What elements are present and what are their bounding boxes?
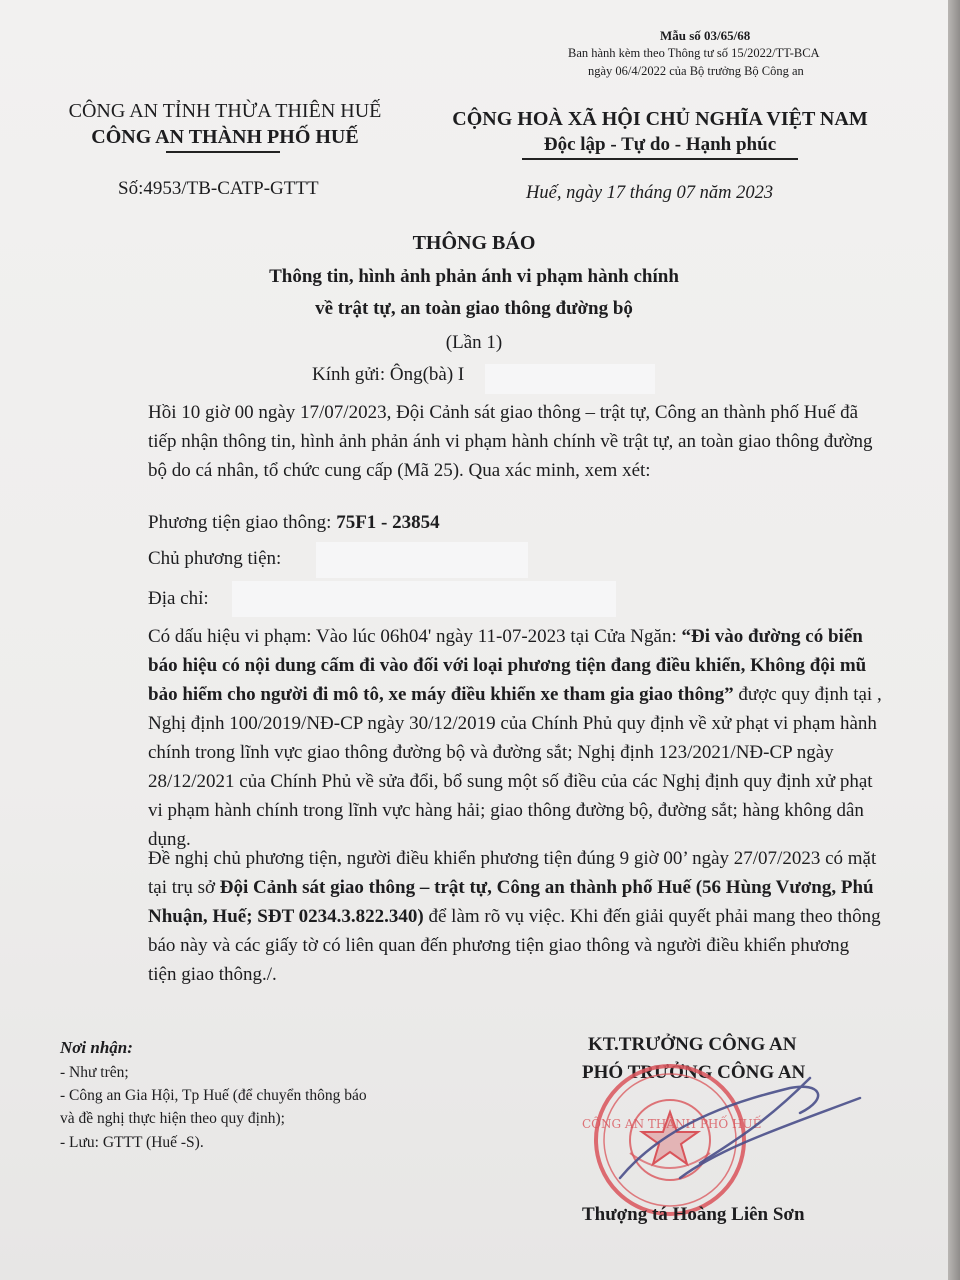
motto-underline: [522, 158, 798, 160]
recipient-label: Kính gửi: Ông(bà) I: [312, 364, 465, 385]
signature-title-1: KT.TRƯỞNG CÔNG AN: [588, 1034, 797, 1055]
recipient-item-2-cont: và đề nghị thực hiện theo quy định);: [60, 1110, 285, 1127]
vehicle-plate: 75F1 - 23854: [336, 512, 440, 533]
vehicle-label: Phương tiện giao thông:: [148, 512, 337, 533]
address-label: Địa chỉ:: [148, 588, 209, 609]
page-edge-shadow: [948, 0, 960, 1280]
request-prefix: Đề nghị chủ phương tiện, người điều khiển phương tiện đúng 9 giờ 00’ ngày 27/07/2023 có mặt tại trụ sở: [148, 848, 877, 898]
violation-prefix: Có dấu hiệu vi phạm: Vào lúc 06h04' ngày 11-07-2023 tại Cửa Ngăn:: [148, 626, 682, 647]
recipients-label: Nơi nhận:: [60, 1038, 133, 1057]
redacted-owner: [316, 542, 528, 578]
agency-underline: [166, 151, 280, 153]
intro-paragraph: [82, 398, 882, 485]
request-text: [82, 844, 882, 989]
document-date: Huế, ngày 17 tháng 07 năm 2023: [526, 183, 774, 203]
signature-title-2: PHÓ TRƯỞNG CÔNG AN: [582, 1062, 806, 1083]
recipient-item-3: - Lưu: GTTT (Huế -S).: [60, 1134, 204, 1151]
republic-motto: Độc lập - Tự do - Hạnh phúc: [543, 134, 777, 155]
signer-name: Thượng tá Hoàng Liên Sơn: [582, 1204, 805, 1225]
attempt-number: (Lần 1): [445, 332, 503, 353]
violation-legal-basis: được quy định tại , Nghị định 100/2019/NĐ-CP ngày 30/12/2019 của Chính Phủ quy định về xử phạt vi phạm hành chính trong lĩnh vực giao thông đường bộ và đường sắt; Nghị định 123/2021/NĐ-CP ngày 28/12/2021 của Chính Phủ về sửa đổi, bổ sung một số điều của các Nghị định quy định xử phạt vi phạm hành chính trong lĩnh vực hàng hải; giao thông đường bộ, đường sắt; hàng không dân dụng.: [148, 684, 882, 850]
recipient-item-1: - Như trên;: [60, 1064, 129, 1081]
owner-label: Chủ phương tiện:: [148, 548, 282, 569]
violation-text: [82, 622, 882, 854]
issued-by-line-1: Ban hành kèm theo Thông tư số 15/2022/TT-BCA: [568, 46, 820, 60]
recipient-item-2: - Công an Gia Hội, Tp Huế (để chuyển thông báo: [60, 1087, 367, 1104]
document-subtitle-2: về trật tự, an toàn giao thông đường bộ: [315, 298, 633, 319]
redacted-recipient-name: [485, 364, 655, 394]
violation-paragraph: [82, 622, 882, 854]
vehicle-line: [148, 512, 440, 534]
intro-text: Hồi 10 giờ 00 ngày 17/07/2023, Đội Cảnh sát giao thông – trật tự, Công an thành phố Huế đã tiếp nhận thông tin, hình ảnh phản ánh vi phạm hành chính về trật tự, an toàn giao thông đường bộ do cá nhân, tổ chức cung cấp (Mã 25). Qua xác minh, xem xét:: [148, 402, 873, 481]
request-location: Đội Cảnh sát giao thông – trật tự, Công an thành phố Huế (56 Hùng Vương, Phú Nhuận, Huế; SĐT 0234.3.822.340): [148, 877, 874, 927]
request-paragraph: [82, 844, 882, 989]
official-seal: [560, 1058, 880, 1218]
recipient-line: [312, 364, 464, 386]
issuing-agency: CÔNG AN THÀNH PHỐ HUẾ: [91, 126, 359, 148]
parent-agency: CÔNG AN TỈNH THỪA THIÊN HUẾ: [68, 100, 382, 122]
document-number: Số:4953/TB-CATP-GTTT: [118, 178, 319, 199]
form-number: Mẫu số 03/65/68: [660, 28, 751, 43]
document-subtitle-1: Thông tin, hình ảnh phản ánh vi phạm hành chính: [269, 266, 679, 287]
republic-name: CỘNG HOÀ XÃ HỘI CHỦ NGHĨA VIỆT NAM: [452, 108, 868, 130]
redacted-address: [232, 581, 616, 617]
violation-description: “Đi vào đường có biển báo hiệu có nội dung cấm đi vào đối với loại phương tiện đang điều khiển, Không đội mũ bảo hiểm cho người đi mô tô, xe máy điều khiển xe tham gia giao thông”: [148, 626, 867, 705]
issued-by-line-2: ngày 06/4/2022 của Bộ trưởng Bộ Công an: [588, 64, 804, 78]
document-title: THÔNG BÁO: [412, 232, 536, 254]
seal-ring-text: CÔNG AN THÀNH PHỐ HUẾ: [582, 1117, 762, 1131]
request-instructions: để làm rõ vụ việc. Khi đến giải quyết phải mang theo thông báo này và các giấy tờ có liên quan đến phương tiện giao thông và người điều khiển phương tiện giao thông./.: [148, 906, 881, 985]
